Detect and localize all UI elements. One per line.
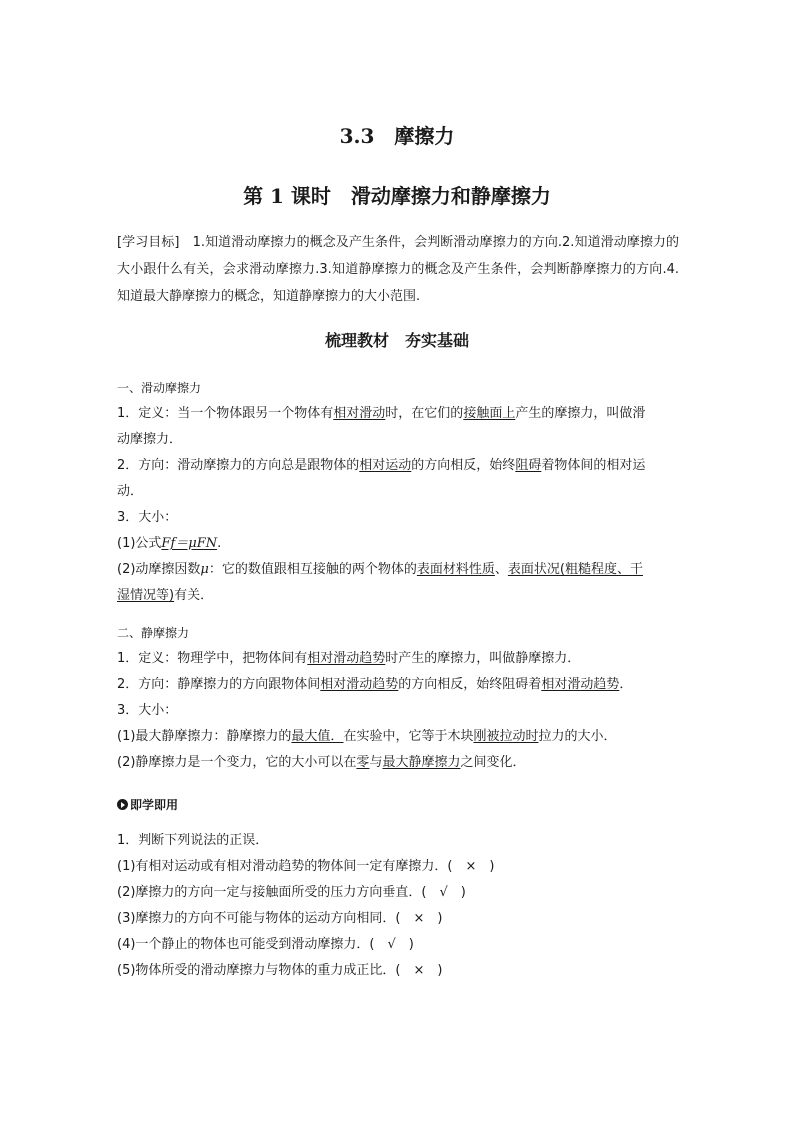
static-size: 3．大小： [117,703,178,718]
text-run: (1)最大静摩擦力：静摩擦力的 [117,729,292,744]
static-max [117,724,679,750]
text-run: 时产生的摩擦力，叫做静摩擦力． [385,651,581,666]
text-run: ． [619,677,633,692]
answer-blank: 相对滑动趋势 [541,677,620,692]
text-run: 拉力的大小． [538,729,617,744]
text-run: 、 [494,562,508,577]
sliding-direction [117,453,679,479]
text-run: (2)动摩擦因数 [117,562,201,577]
static-friction-block [117,620,679,776]
text-run: 2．方向：滑动摩擦力的方向总是跟物体的 [117,458,360,473]
period-title: 第 1 课时 滑动摩擦力和静摩擦力 [243,184,551,208]
section-title: 梳理教材 夯实基础 [324,331,469,350]
text-run: 时，在它们的 [385,406,464,421]
mu-symbol: μ [200,562,209,577]
learning-goals [117,229,679,310]
play-circle-icon [117,799,128,810]
text-run: 之间变化． [460,755,526,770]
answer-blank: 表面状况(粗糙程度、干 [507,562,643,577]
quiz-item: (2)摩擦力的方向一定与接触面所受的压力方向垂直．( √ ) [117,885,466,900]
text-run: 有关． [174,588,214,603]
text-run: (2)静摩擦力是一个变力，它的大小可以在 [117,755,357,770]
answer-blank: 相对滑动 [333,406,386,421]
formula-text: Ff＝μFN [161,536,218,551]
text-run: ：它的数值跟相互接触的两个物体的 [208,562,417,577]
lesson-title: 3.3 摩擦力 [339,124,455,148]
sliding-definition [117,401,679,427]
quiz-heading-text: 即学即用 [130,798,179,812]
quiz-item: (1)有相对运动或有相对滑动趋势的物体间一定有摩擦力．( × ) [117,859,495,874]
goals-text: 1.知道滑动摩擦力的概念及产生条件，会判断滑动摩擦力的方向.2.知道滑动摩擦力的大小跟什么有关，会求滑动摩擦力.3.知道静摩擦力的概念及产生条件，会判断静摩擦力的方向.4.知道最大静摩擦力的概念，知道静摩擦力的大小范围. [117,235,679,304]
goals-label: [学习目标] [117,235,180,250]
text-run: 的方向相反，始终 [411,458,516,473]
sliding-friction-block [117,375,679,609]
answer-blank: 湿情况等) [117,588,175,603]
quiz-intro: 1．判断下列说法的正误． [117,833,269,848]
text-run: 着物体间的相对运 [541,458,646,473]
answer-blank: 最大静摩擦力 [382,755,461,770]
quiz-block [117,792,679,984]
sliding-coefficient [117,557,679,583]
text-run: 产生的摩擦力，叫做滑 [515,406,646,421]
answer-blank: 接触面上 [463,406,516,421]
static-direction [117,672,679,698]
answer-blank: 零 [356,755,370,770]
static-definition [117,646,679,672]
answer-blank: 最大值． [291,729,344,744]
sliding-heading: 一、滑动摩擦力 [117,381,202,395]
text-run: 1．定义：物理学中，把物体间有 [117,651,308,666]
sliding-formula [117,531,679,557]
text-run: 在实验中，它等于木块 [343,729,474,744]
text-run: 2．方向：静摩擦力的方向跟物体间 [117,677,321,692]
sliding-size: 3．大小： [117,510,178,525]
sliding-direction-cont: 动． [117,484,144,499]
text-run: 与 [369,755,383,770]
sliding-definition-cont: 动摩擦力． [117,432,183,447]
static-range [117,750,679,776]
text-run: 1．定义：当一个物体跟另一个物体有 [117,406,334,421]
text-run: 的方向相反，始终阻碍着 [398,677,542,692]
answer-blank: 相对滑动趋势 [320,677,399,692]
quiz-item: (4)一个静止的物体也可能受到滑动摩擦力．( √ ) [117,937,414,952]
quiz-item: (3)摩擦力的方向不可能与物体的运动方向相同．( × ) [117,911,443,926]
quiz-heading [117,792,679,818]
static-heading: 二、静摩擦力 [117,626,190,640]
answer-blank: 刚被拉动时 [473,729,539,744]
answer-blank: 相对运动 [359,458,412,473]
answer-blank: 阻碍 [515,458,542,473]
quiz-item: (5)物体所受的滑动摩擦力与物体的重力成正比．( × ) [117,963,443,978]
answer-blank: 相对滑动趋势 [307,651,386,666]
sliding-coefficient-cont [117,583,679,609]
answer-blank: 表面材料性质 [416,562,495,577]
text-run: . [217,536,222,551]
formula-answer [161,536,217,551]
text-run: (1)公式 [117,536,162,551]
